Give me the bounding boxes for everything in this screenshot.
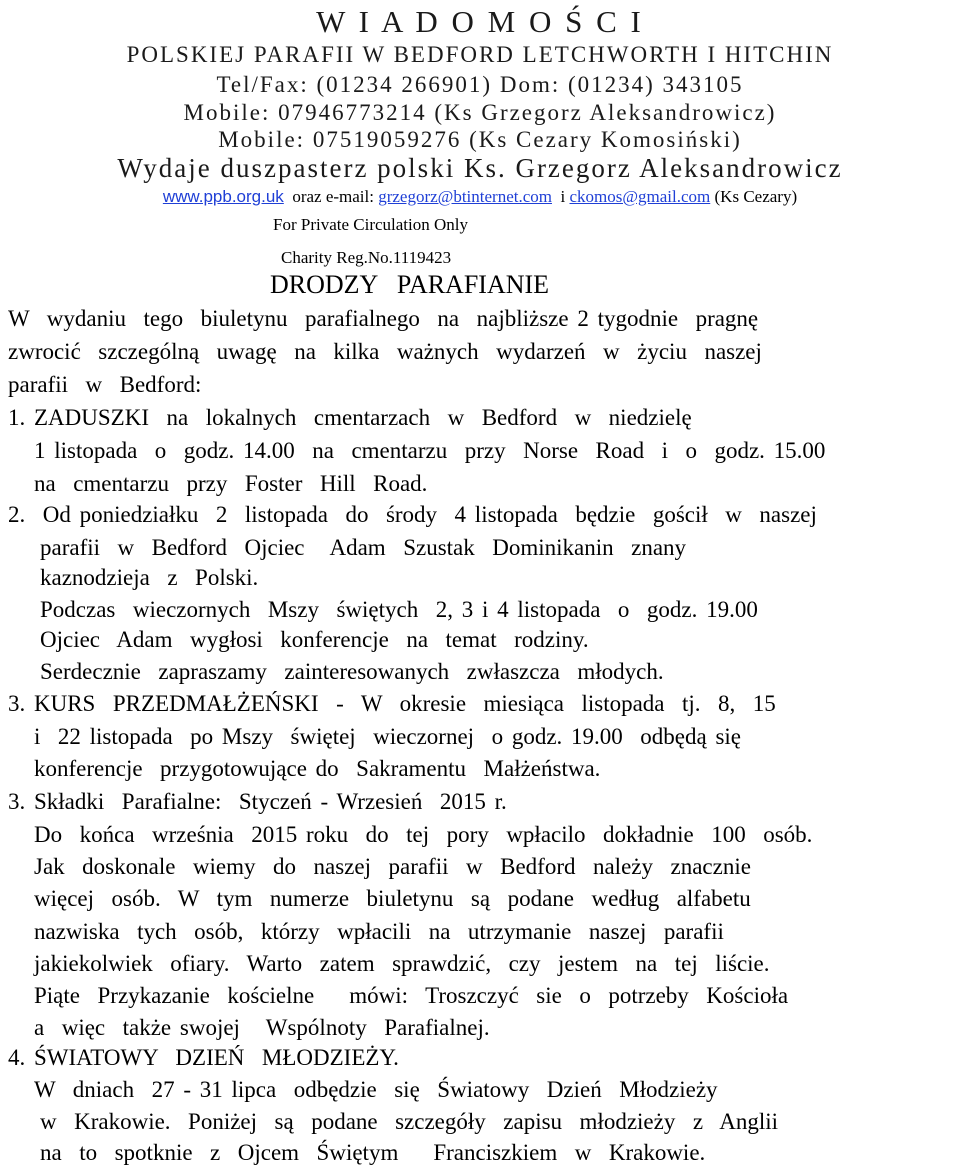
mobile-line-1: Mobile: 07946773214 (Ks Grzegorz Aleksandrowicz) bbox=[183, 100, 777, 125]
item-5-line: W dniach 27 - 31 lipca odbędzie się Światowy Dzień Młodzieży bbox=[34, 1077, 718, 1102]
item-3-line: i 22 listopada po Mszy świętej wieczornej o godz. 19.00 odbędą się bbox=[34, 724, 741, 749]
charity-number: Charity Reg.No.1119423 bbox=[281, 248, 452, 267]
contact-line bbox=[0, 187, 960, 207]
intro-line-3: parafii w Bedford: bbox=[8, 372, 202, 397]
email-2-owner: (Ks Cezary) bbox=[714, 187, 798, 206]
item-4-line: Do końca września 2015 roku do tej pory wpłacilo dokładnie 100 osób. bbox=[34, 822, 813, 847]
item-2-line: parafii w Bedford Ojciec Adam Szustak Dominikanin znany bbox=[40, 535, 687, 560]
parish-name: POLSKIEJ PARAFII W BEDFORD LETCHWORTH I HITCHIN bbox=[126, 42, 834, 67]
item-2-line: Podczas wieczornych Mszy świętych 2, 3 i 4 listopada o godz. 19.00 bbox=[40, 597, 758, 622]
item-5-line: na to spotknie z Ojcem Świętym Franciszkiem w Krakowie. bbox=[40, 1140, 706, 1165]
item-3-heading: 3. KURS PRZEDMAŁŻEŃSKI - W okresie miesiąca listopada tj. 8, 15 bbox=[8, 691, 776, 716]
greeting-heading: DRODZY PARAFIANIE bbox=[270, 270, 550, 299]
circulation-note: For Private Circulation Only bbox=[273, 215, 469, 234]
email-link-2[interactable]: ckomos@gmail.com bbox=[569, 187, 711, 206]
item-4-line: Piąte Przykazanie kościelne mówi: Troszczyć sie o potrzeby Kościoła bbox=[34, 983, 789, 1008]
website-link[interactable]: www.ppb.org.uk bbox=[162, 187, 284, 206]
item-4-line: jakiekolwiek ofiary. Warto zatem sprawdzić, czy jestem na tej liście. bbox=[34, 951, 770, 976]
item-5-heading: 4. ŚWIATOWY DZIEŃ MŁODZIEŻY. bbox=[8, 1045, 399, 1070]
email-link-1[interactable]: grzegorz@btinternet.com bbox=[378, 187, 552, 206]
item-1-line: 1 listopada o godz. 14.00 na cmentarzu przy Norse Road i o godz. 15.00 bbox=[34, 438, 826, 463]
phone-line: Tel/Fax: (01234 266901) Dom: (01234) 343105 bbox=[216, 72, 744, 97]
item-2-line: Serdecznie zapraszamy zainteresowanych zwłaszcza młodych. bbox=[40, 659, 664, 684]
publisher-line: Wydaje duszpasterz polski Ks. Grzegorz Aleksandrowicz bbox=[117, 153, 843, 183]
newsletter-title: W I A D O M O Ś C I bbox=[316, 4, 644, 39]
item-1-heading: 1. ZADUSZKI na lokalnych cmentarzach w Bedford w niedzielę bbox=[8, 405, 692, 430]
item-4-line: nazwiska tych osób, którzy wpłacili na utrzymanie naszej parafii bbox=[34, 919, 724, 944]
intro-line-2: zwrocić szczególną uwagę na kilka ważnych wydarzeń w życiu naszej bbox=[8, 339, 762, 364]
item-3-line: konferencje przygotowujące do Sakramentu Małżeństwa. bbox=[34, 756, 601, 781]
mobile-line-2: Mobile: 07519059276 (Ks Cezary Komosiński) bbox=[218, 127, 742, 152]
item-2-heading: 2. Od poniedziałku 2 listopada do środy 4 listopada będzie gościł w naszej bbox=[8, 502, 817, 527]
item-5-line: w Krakowie. Poniżej są podane szczegóły zapisu młodzieży z Anglii bbox=[40, 1109, 779, 1134]
item-4-line: Jak doskonale wiemy do naszej parafii w Bedford należy znacznie bbox=[34, 854, 751, 879]
email-prefix: oraz e-mail: bbox=[292, 187, 374, 206]
email-separator: i bbox=[560, 187, 566, 206]
item-2-line: kaznodzieja z Polski. bbox=[40, 565, 259, 590]
item-4-line: a więc także swojej Wspólnoty Parafialnej. bbox=[34, 1015, 490, 1040]
item-4-heading: 3. Składki Parafialne: Styczeń - Wrzesień 2015 r. bbox=[8, 789, 507, 814]
item-1-line: na cmentarzu przy Foster Hill Road. bbox=[34, 471, 428, 496]
item-4-line: więcej osób. W tym numerze biuletynu są podane według alfabetu bbox=[34, 886, 751, 911]
intro-line-1: W wydaniu tego biuletynu parafialnego na najbliższe 2 tygodnie pragnę bbox=[8, 306, 759, 331]
item-2-line: Ojciec Adam wygłosi konferencje na temat rodziny. bbox=[40, 627, 589, 652]
